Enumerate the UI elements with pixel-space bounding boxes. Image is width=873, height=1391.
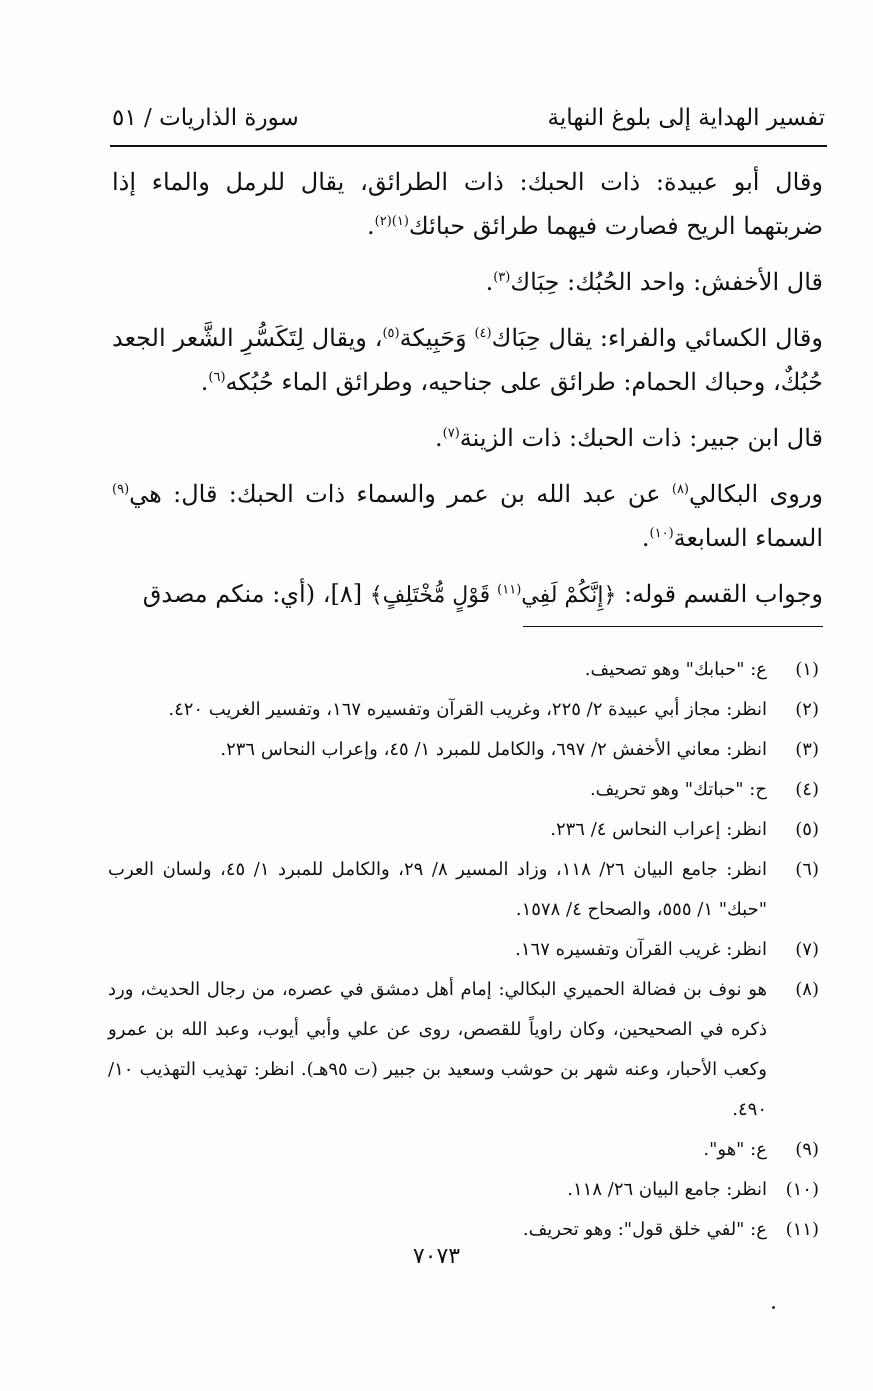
footnote-text: هو نوف بن فضالة الحميري البكالي: إمام أهل دمشق في عصره، من رجال الحديث، ورد ذكره في الصحيحين، وكان راوياً للقصص، روى عن علي وأبي أيوب، وعبد الله بن عمرو وكعب الأحبار، وعنه شهر بن حوشب وسعيد بن جبير (ت ٩٥هـ). انظر: تهذيب التهذيب ١٠/ ٤٩٠.: [108, 979, 767, 1120]
main-text: [112, 160, 823, 630]
footnote-text: انظر: معاني الأخفش ٢/ ٦٩٧، والكامل للمبرد ١/ ٤٥، وإعراب النحاس ٢٣٦.: [220, 739, 767, 760]
footnote-number: (٣): [795, 739, 819, 760]
page-number: ٧٠٧٣: [412, 1244, 461, 1269]
paragraph-bikali: وروى البكالي$^{(٨)}$ عن عبد الله بن عمر والسماء ذات الحبك: قال: هي$^{(٩)}$ السماء السابعة$^{(١٠)}$.: [112, 480, 823, 552]
footnote: [108, 690, 819, 730]
footnote-text: ح: "حباتك" وهو تحريف.: [589, 779, 767, 800]
footnote-text: انظر: جامع البيان ٢٦/ ١١٨.: [567, 1179, 767, 1200]
footnote-number: (١): [795, 659, 819, 680]
footnote-ref: (١٠): [649, 526, 674, 541]
footnote-text: انظر: غريب القرآن وتفسيره ١٦٧.: [515, 939, 767, 960]
footnotes: [108, 650, 819, 1250]
footnote-text: انظر: جامع البيان ٢٦/ ١١٨، وزاد المسير ٨/ ٢٩، والكامل للمبرد ١/ ٤٥، ولسان العرب "حبك" ١/ ٥٥٥، والصحاح ٤/ ١٥٧٨.: [108, 859, 767, 920]
paragraph-ibn-jubayr: قال ابن جبير: ذات الحبك: ذات الزينة$^{(٧)}$.: [435, 424, 823, 452]
footnote-number: (٩): [795, 1139, 819, 1160]
footnote-number: (٦): [795, 859, 819, 880]
footnote-ref: (٣): [493, 270, 511, 285]
footnote-text: انظر: مجاز أبي عبيدة ٢/ ٢٢٥، وغريب القرآن وتفسيره ١٦٧، وتفسير الغريب ٤٢٠.: [168, 699, 767, 720]
paragraph-akhfash: قال الأخفش: واحد الحُبُك: حِبَاك$^{(٣)}$.: [485, 268, 823, 296]
footnote-text: انظر: إعراب النحاس ٤/ ٢٣٦.: [550, 819, 767, 840]
book-title: تفسير الهداية إلى بلوغ النهاية: [547, 105, 825, 131]
footnote-ref: (٥): [382, 326, 400, 341]
footnote: [108, 730, 819, 770]
footnote-text: ع: "هو".: [703, 1139, 767, 1160]
footnote: [108, 650, 819, 690]
running-header: [112, 98, 825, 138]
scan-speck: [772, 1306, 775, 1309]
footnote-number: (١١): [785, 1219, 819, 1240]
paragraph-kisai: وقال الكسائي والفراء: يقال حِبَاك$^{(٤)}$ وَحَبِيكة$^{(٥)}$، ويقال لِتَكَسُّرِ الشَّعر الجعد حُبُكٌ، وحباك الحمام: طرائق على جناحيه، وطرائق الماء حُبُكه$^{(٦)}$.: [112, 324, 823, 396]
footnote-ref: (١): [391, 214, 409, 229]
surah-label: سورة الذاريات / ٥١: [112, 105, 299, 131]
footnote-number: (٤): [795, 779, 819, 800]
footnote-number: (٥): [795, 819, 819, 840]
footnote-ref: (٩): [112, 482, 130, 497]
header-rule: [110, 145, 827, 147]
footnote: [108, 1130, 819, 1170]
footnote: [108, 810, 819, 850]
footnote: [108, 1170, 819, 1210]
footnote-ref: (٨): [671, 482, 689, 497]
footnote-ref: (٤): [474, 326, 492, 341]
footnote-ref: (١١): [497, 582, 522, 598]
footnote-text: ع: "حبابك" وهو تصحيف.: [584, 659, 767, 680]
footnote-text: ع: "لفي خلق قول": وهو تحريف.: [522, 1219, 767, 1240]
paragraph-abu-ubayda: وقال أبو عبيدة: ذات الحبك: ذات الطرائق، يقال للرمل والماء إذا ضربتهما الريح فصارت فيهما طرائق حبائك$^{(١)(٢)}$.: [112, 168, 823, 240]
footnote-ref: (٦): [208, 370, 226, 385]
paragraph-oath-answer: وجواب القسم قوله: ﴿إِنَّكُمْ لَفِي$^{(١١)}$ قَوْلٍ مُّخْتَلِفٍ﴾ [٨]، (أي: منكم مصدق: [142, 580, 823, 608]
footnote-separator: [523, 626, 823, 627]
footnote-ref: (٢): [374, 214, 392, 229]
footnote-number: (٢): [795, 699, 819, 720]
footnote-ref: (٧): [442, 426, 460, 441]
footnote: [108, 850, 819, 930]
footnote-number: (٨): [795, 979, 819, 1000]
footnote: [108, 930, 819, 970]
footnote: [108, 970, 819, 1130]
footnote-number: (١٠): [785, 1179, 819, 1200]
quran-verse: ﴿إِنَّكُمْ لَفِي$^{(١١)}$ قَوْلٍ مُّخْتَلِفٍ﴾: [369, 582, 617, 608]
footnote-number: (٧): [795, 939, 819, 960]
footnote: [108, 770, 819, 810]
